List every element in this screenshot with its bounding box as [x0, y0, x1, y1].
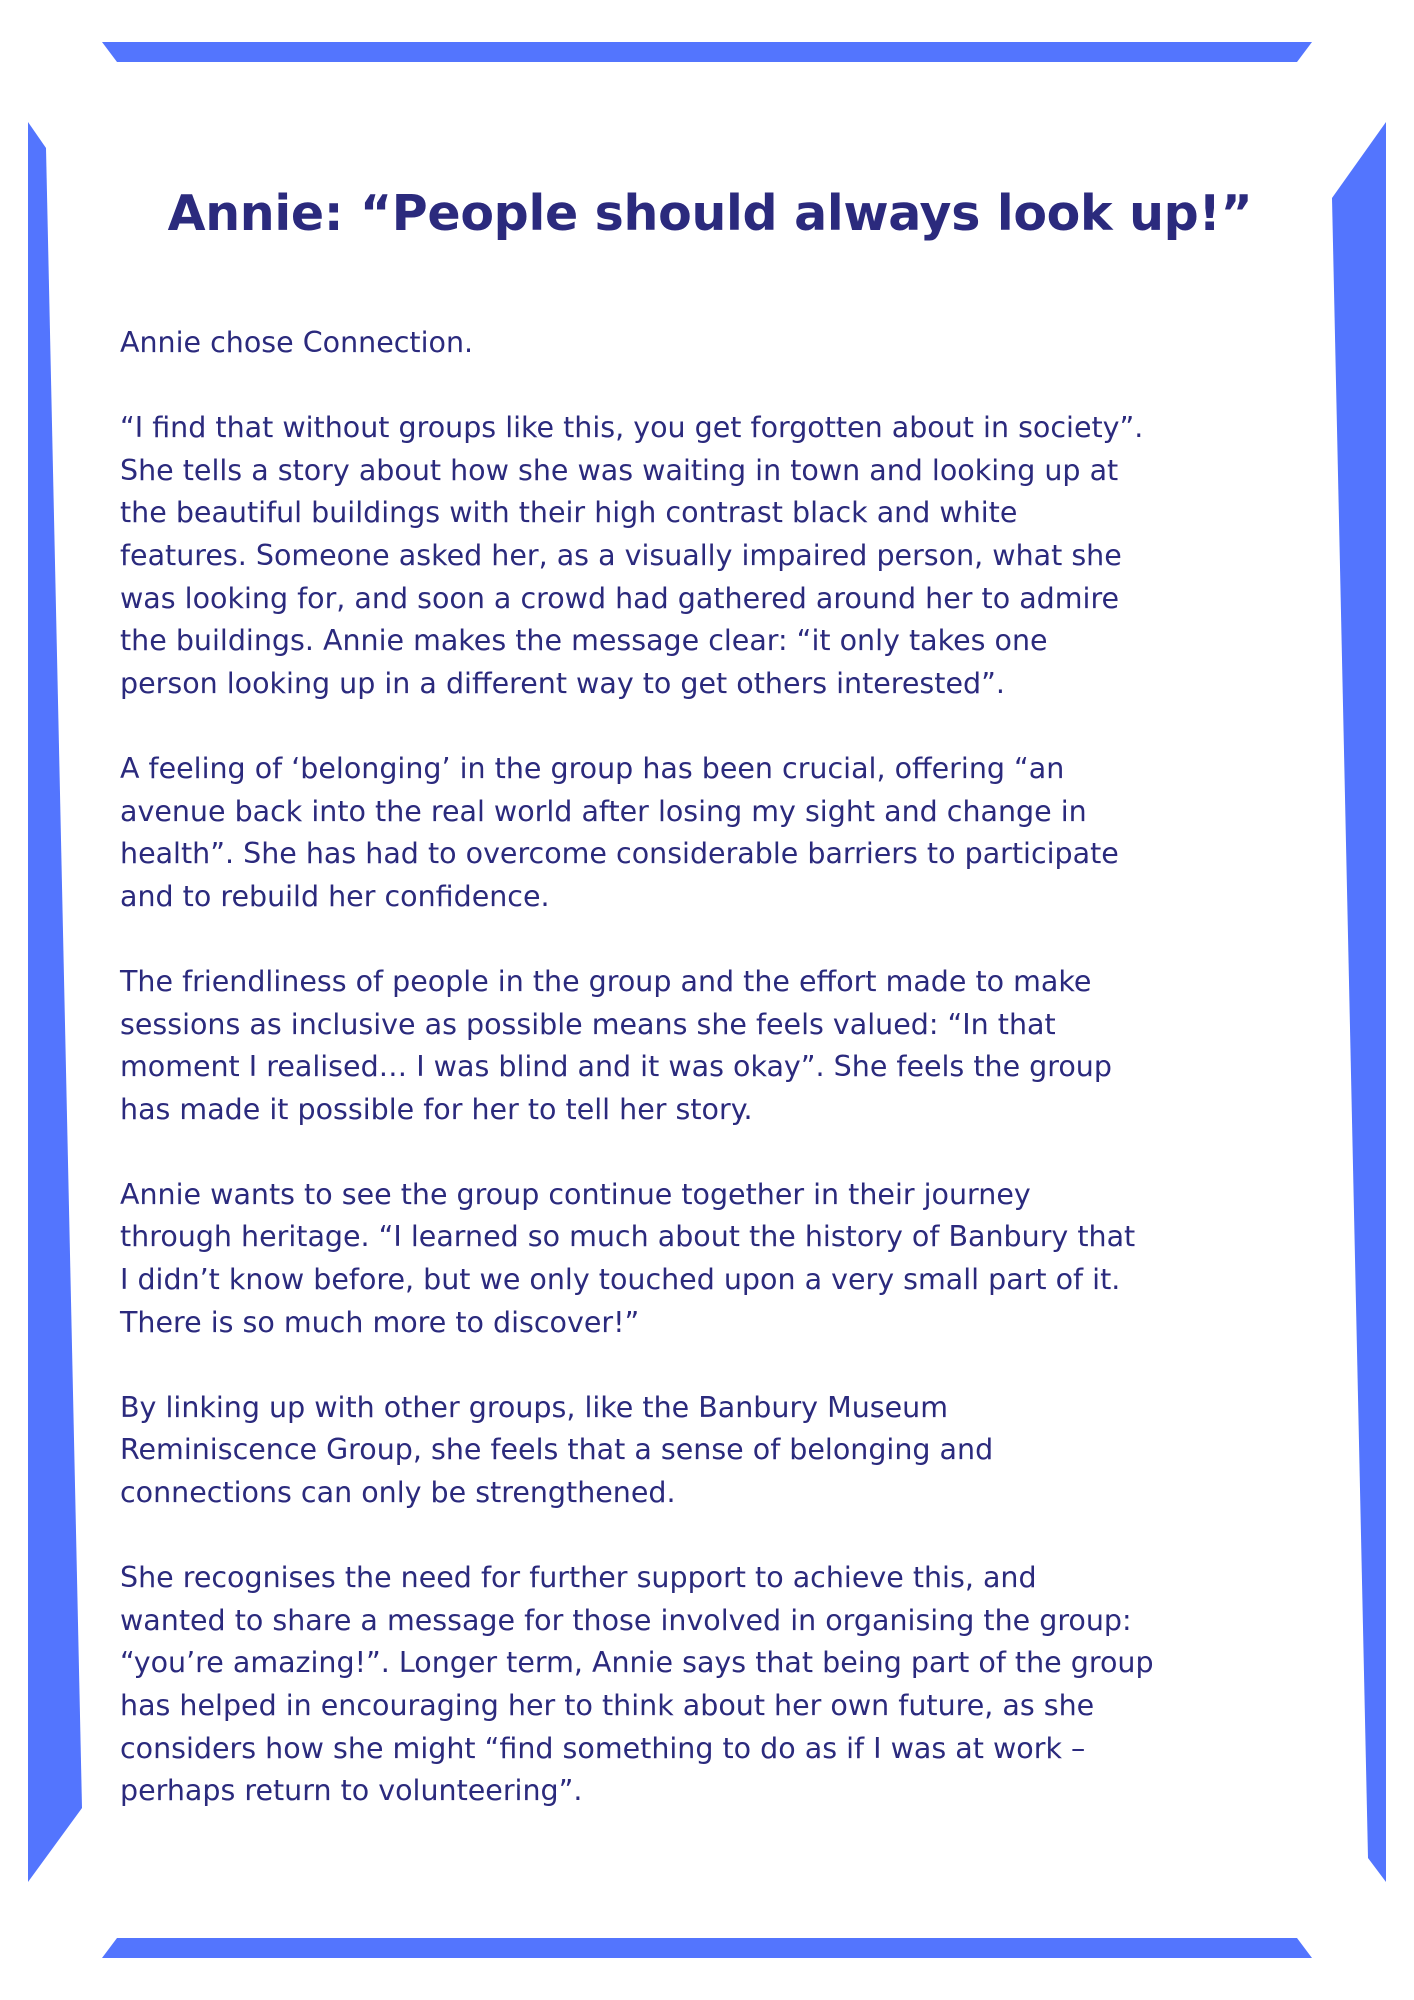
bottom-border-bar — [102, 1938, 1312, 1958]
article-body — [120, 322, 1240, 1855]
paragraph-belonging: A feeling of ‘belonging’ in the group has been crucial, offering “an avenue back into the real world after losing my sight and change in health”. She has had to overcome considerable barriers to participate and to rebuild her confidence. — [120, 751, 1119, 913]
top-border-bar — [102, 42, 1312, 62]
right-border-bar — [1332, 122, 1386, 1882]
paragraph-heritage: Annie wants to see the group continue together in their journey through heritage. “I learned so much about the history of Banbury that I didn’t know before, but we only touched upon a very small part of it. There is so much more to discover!” — [120, 1177, 1136, 1339]
paragraph-story: “I find that without groups like this, you get forgotten about in society”. She tells a story about how she was waiting in town and looking up at the beautiful buildings with their high contrast black and white features. Someone asked her, as a visually impaired person, what she was looking for, and soon a crowd had gathered around her to admire the buildings. Annie makes the message clear: “it only takes one person looking up in a different way to get others interested”. — [120, 411, 1144, 700]
paragraph-support: She recognises the need for further support to achieve this, and wanted to share a message for those involved in organising the group: “you’re amazing!”. Longer term, Annie says that being part of the group has helped in encouraging her to think about her own future, as she considers how she might “find something to do as if I was at work – perhaps return to volunteering”. — [120, 1561, 1154, 1808]
paragraph-friendliness: The friendliness of people in the group and the effort made to make sessions as inclusive as possible means she feels valued: “In that moment I realised… I was blind and it was okay”. She feels the group has made it possible for her to tell her story. — [120, 964, 1112, 1126]
page-title: Annie: “People should always look up!” — [167, 185, 1253, 242]
left-border-bar — [28, 122, 82, 1882]
paragraph-intro: Annie chose Connection. — [120, 326, 474, 359]
paragraph-linking: By linking up with other groups, like the Banbury Museum Reminiscence Group, she feels that a sense of belonging and connections can only be strengthened. — [120, 1390, 994, 1510]
